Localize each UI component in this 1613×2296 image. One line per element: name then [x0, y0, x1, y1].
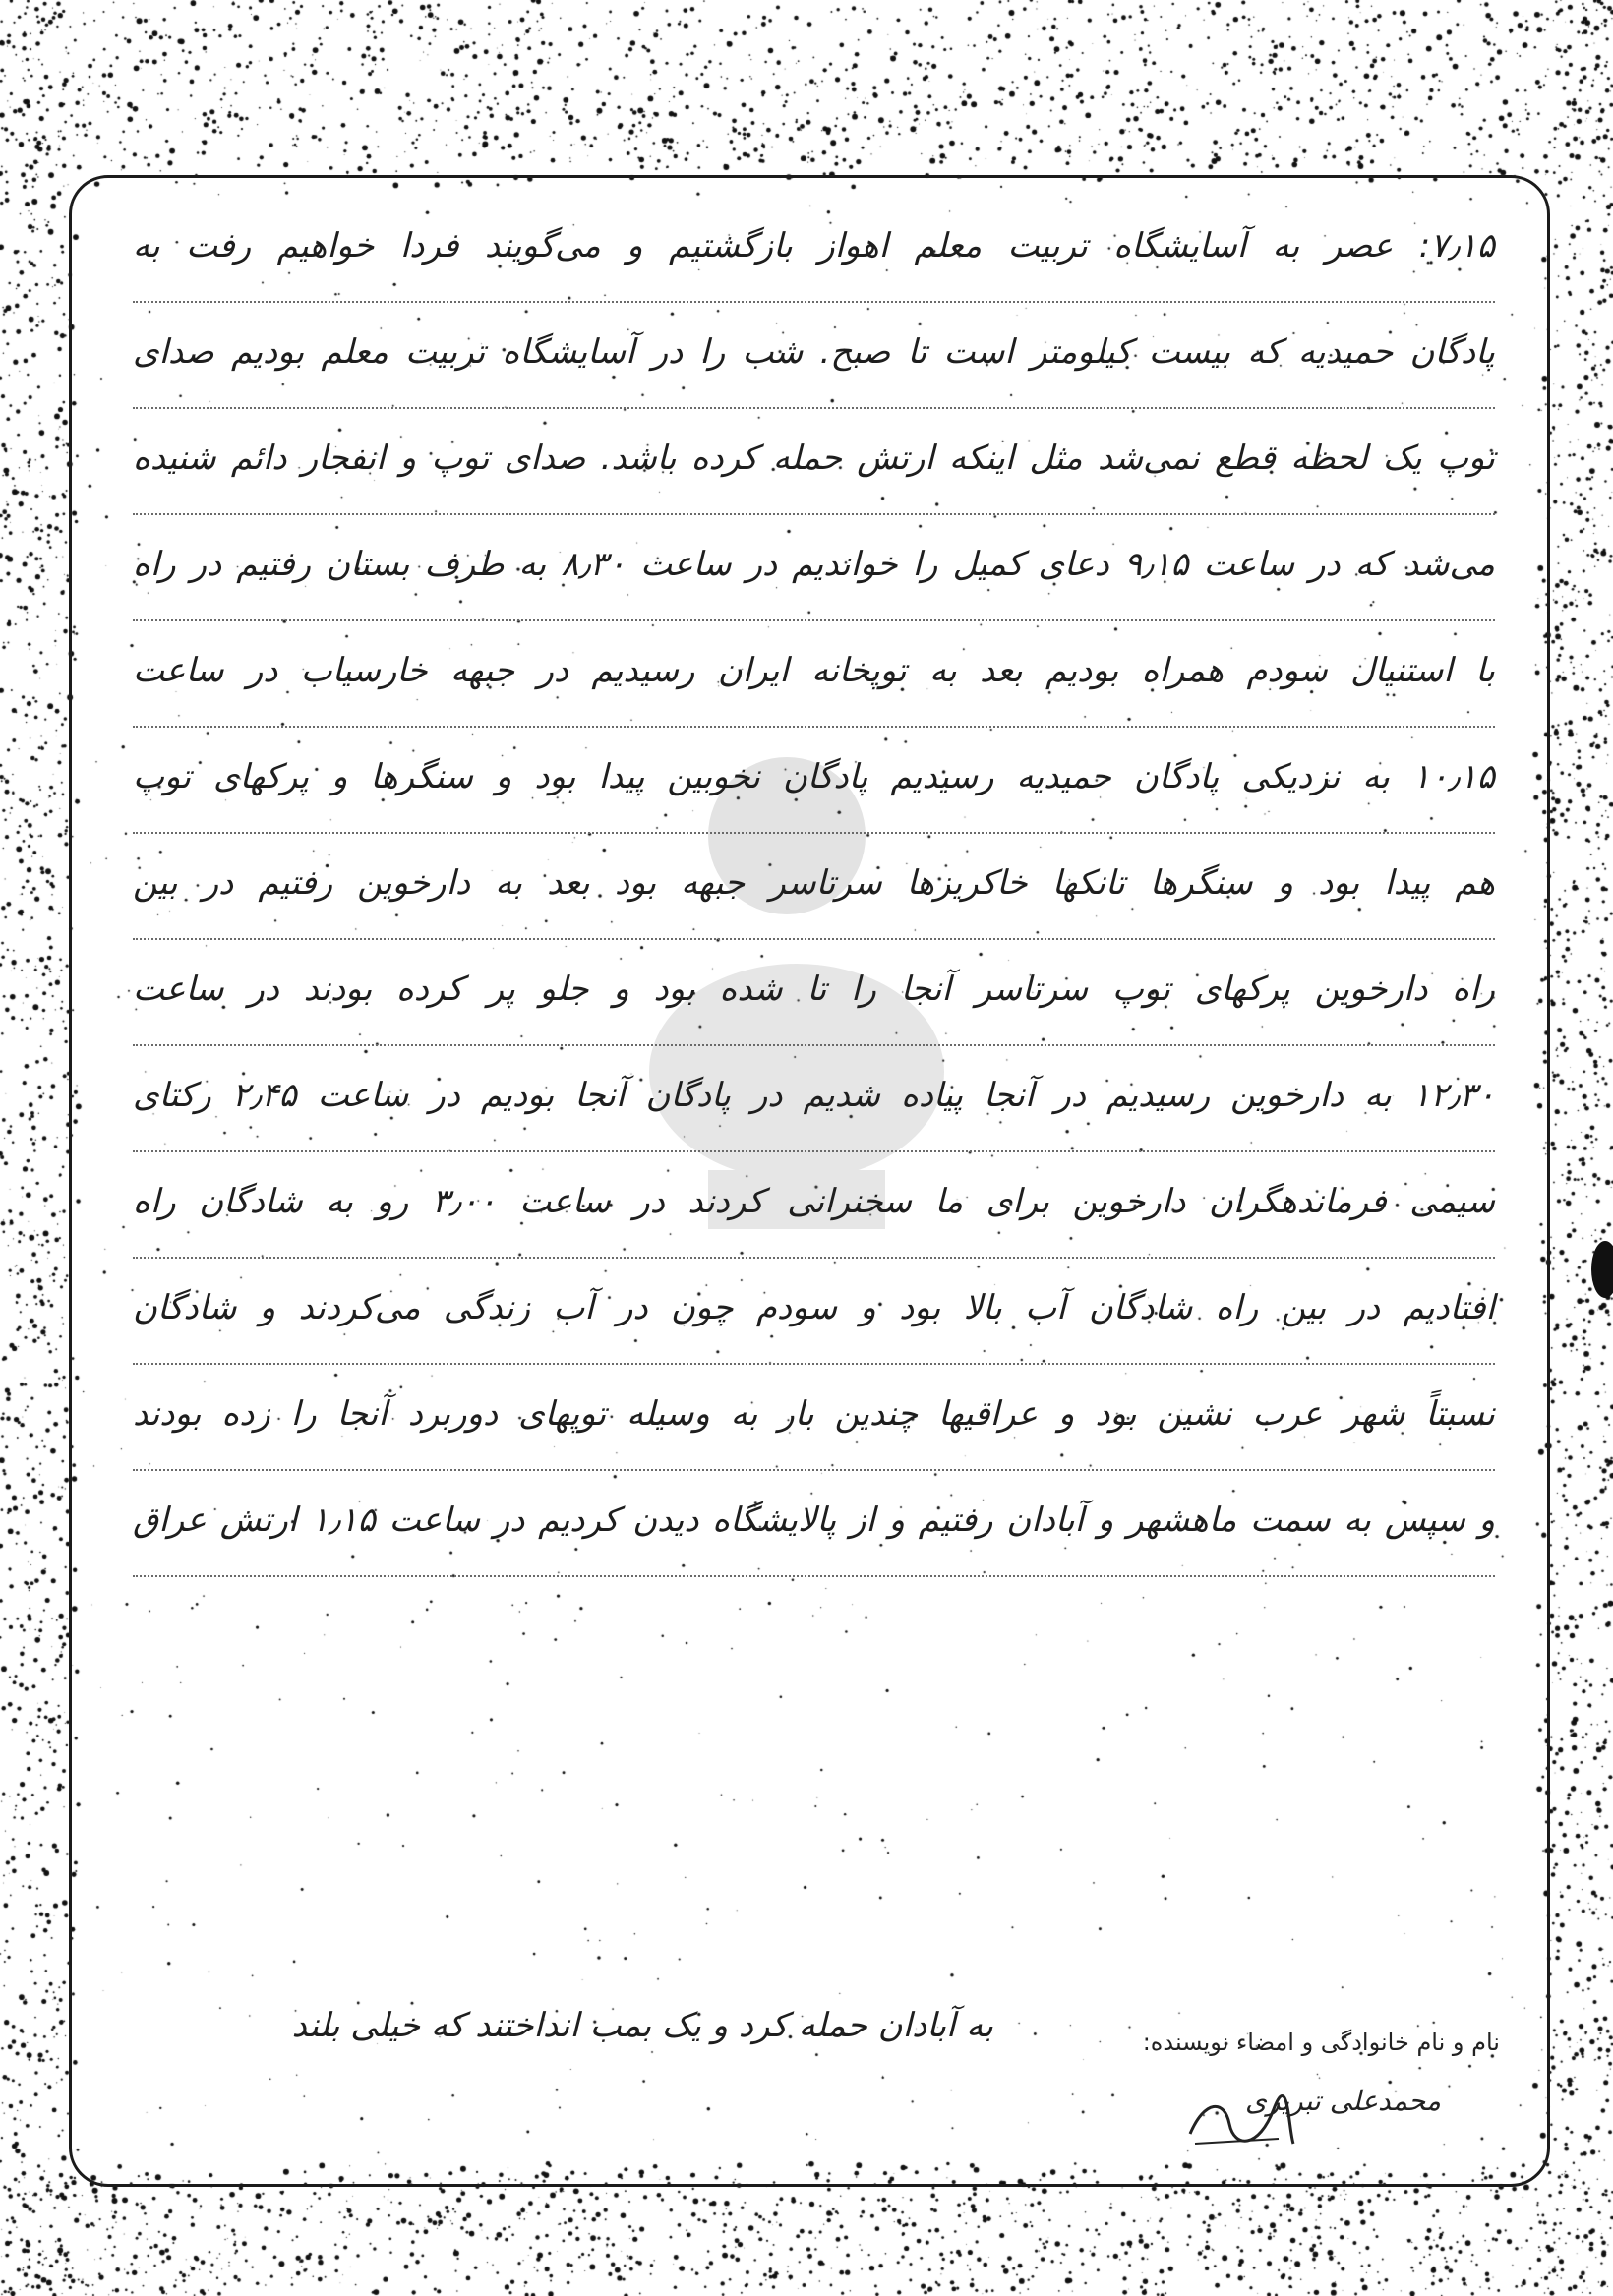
- handwritten-text-block: [133, 197, 1495, 1577]
- text-line: [133, 409, 1495, 515]
- text-line: [133, 1046, 1495, 1152]
- text-line: [133, 197, 1495, 303]
- text-line-content: پادگان حمیدیه که بیست کیلومتر است تا صبح. شب را در آسایشگاه تربیت معلم بودیم صدای: [133, 332, 1495, 372]
- text-line-content: با استنیال سودم همراه بودیم بعد به توپخانه ایران رسیدیم در جبهه خارسیاب در ساعت: [133, 651, 1495, 690]
- signature-scribble-icon: [1180, 2090, 1298, 2158]
- text-line: [133, 1471, 1495, 1577]
- text-line-content: توپ یک لحظه قطع نمی‌شد مثل اینکه ارتش حمله کرده باشد. صدای توپ و انفجار دائم شنیده: [133, 439, 1495, 478]
- text-line: [133, 1259, 1495, 1365]
- text-line: [133, 1365, 1495, 1471]
- text-line: [133, 1152, 1495, 1259]
- text-line-content: افتادیم در بین راه شادگان آب بالا بود و سودم چون در آب زندگی می‌کردند و شادگان: [133, 1288, 1495, 1327]
- text-line: [133, 940, 1495, 1046]
- text-line-content: راه دارخوین پرکهای توپ سرتاسر آنجا را تا شده بود و جلو پر کرده بودند در ساعت: [133, 970, 1495, 1009]
- text-line-content: هم پیدا بود و سنگرها تانکها خاکریزها سرتاسر جبهه بود بعد به دارخوین رفتیم در بین: [133, 863, 1495, 903]
- text-line-content: ۷٫۱۵: عصر به آسایشگاه تربیت معلم اهواز بازگشتیم و می‌گویند فردا خواهیم رفت به: [133, 226, 1495, 265]
- text-line-content: ۱۰٫۱۵ به نزدیکی پادگان حمیدیه رسیدیم پادگان نخوبین پیدا بود و سنگرها و پرکهای توپ: [133, 757, 1495, 796]
- final-text-line: به آبادان حمله کرد و یک بمب انداختند که خیلی بلند: [291, 2006, 993, 2045]
- author-signature-label: نام و نام خانوادگی و امضاء نویسنده:: [1142, 2029, 1500, 2056]
- binder-punch-hole: [1591, 1241, 1613, 1298]
- text-line: [133, 621, 1495, 728]
- text-line-content: نسبتاً شهر عرب نشین بود و عراقیها چندین بار به وسیله توپهای دوربرد آنجا را زده بودند: [133, 1394, 1495, 1434]
- text-line: [133, 834, 1495, 940]
- author-name-handwritten: محمدعلی تبریزی: [1244, 2085, 1441, 2117]
- text-line-content: می‌شد که در ساعت ۹٫۱۵ دعای کمیل را خواندیم در ساعت ۸٫۳۰ به طرف بستان رفتیم در راه: [133, 545, 1496, 584]
- text-line-content: ۱۲٫۳۰ به دارخوین رسیدیم در آنجا پیاده شدیم در پادگان آنجا بودیم در ساعت ۲٫۴۵ رکتای: [133, 1076, 1495, 1115]
- text-line: [133, 728, 1495, 834]
- text-line-content: سیمی فرماندهگران دارخوین برای ما سخنرانی کردند در ساعت ۳٫۰۰ رو به شادگان راه: [133, 1182, 1495, 1221]
- text-line-content: و سپس به سمت ماهشهر و آبادان رفتیم و از پالایشگاه دیدن کردیم در ساعت ۱٫۱۵ ارتش عراق: [133, 1501, 1496, 1540]
- text-line: [133, 303, 1495, 409]
- text-line: [133, 515, 1495, 621]
